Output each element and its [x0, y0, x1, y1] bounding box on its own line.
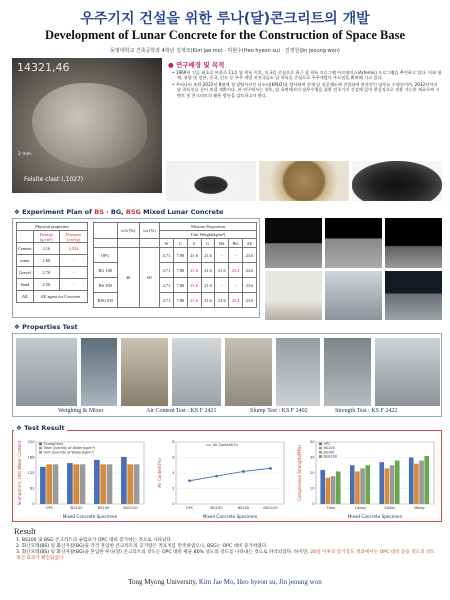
- x-tick-label: OPC: [45, 506, 54, 510]
- y-tick-label: 63: [29, 486, 35, 491]
- x-tick-label: BS100: [237, 506, 250, 510]
- caption-strength: Strength Test : KS F 2422: [335, 408, 398, 414]
- mix-row: BG 100 4.71 7.88 21.6 21.6 21.6 25.4 23.6: [94, 263, 257, 278]
- x-tick-label: BG100: [70, 506, 83, 510]
- legend-swatch: [39, 451, 42, 454]
- air-content-chart: [156, 436, 288, 520]
- bar: [419, 461, 424, 504]
- specimen-caption: Felsite clast (,1027): [24, 176, 84, 183]
- material-row: water 2.60 -: [17, 255, 88, 267]
- x-tick-label: OPC: [185, 506, 194, 510]
- y-tick-label: 250: [27, 440, 35, 445]
- caption-air-content: Air Content Test : KS F 2421: [146, 408, 217, 414]
- y-tick-label: 0: [32, 502, 35, 507]
- x-tick-label: 14day: [354, 506, 366, 510]
- lunar-rock-photo: [12, 58, 162, 193]
- bar: [365, 465, 370, 504]
- result-item: 1. BS100 및 BSG 콘크리트의 슬럼프가 OPC 대비 증가하는 것으로 나타났다.: [16, 538, 173, 543]
- x-tick-label: 56day: [413, 506, 425, 510]
- data-point: [215, 475, 218, 478]
- background-paragraph: • 1969년 인류 최초로 아폴로 11호 달 착륙 이후, 미국을 중심으로 최근 달 착륙 프로그램 아르테미스(Artemis) 프로그램을 추진하고 있다. 이와 함께, 유럽 및 일본, 중국, 인도 등 주주 개발 선진국들도 달 착륙을 중심으로 우주개발의 주도권을 확보해 가고 있다.: [172, 70, 442, 81]
- legend-entry: BSG100: [323, 454, 338, 459]
- y-tick-label: 10: [309, 486, 315, 491]
- bar: [379, 462, 384, 504]
- bar: [46, 464, 52, 504]
- lunar-base-images: [265, 218, 442, 320]
- bar: [94, 460, 100, 504]
- bar: [424, 456, 429, 504]
- mix-row: BS 100 4.71 7.88 21.6 21.6 - - 23.6: [94, 278, 257, 293]
- y-axis-title: Air Content(%): [157, 458, 162, 488]
- test-photo: [276, 338, 319, 406]
- legend-entry: Total Quantity of Water(kg/m³): [43, 446, 96, 451]
- material-row: Sand 2.56 -: [17, 279, 88, 291]
- compressive-strength-chart: [296, 436, 438, 520]
- y-tick-label: 2: [172, 486, 175, 491]
- bar: [100, 464, 106, 504]
- physical-properties-table: Physical properties Density (g/cm³) Fineness (cm²/g) Cement 3.16 3,554 water 2.60 - Gravel 2.70 - Sand 2.56 - AE AE agent for Concrete: [16, 222, 88, 303]
- background-heading: ● 연구배경 및 목적: [168, 61, 225, 69]
- legend-swatch: [319, 455, 322, 458]
- material-row: Cement 3.16 3,554: [17, 243, 88, 255]
- x-axis-title: Mixed Concrete Specimen: [202, 514, 258, 519]
- x-tick-label: BG100: [210, 506, 223, 510]
- mixture-proportion-table: w/b (%) s/a (%) Mixture Proportion Unit Weight(kg/m³) W C S G BS BG AE OPC 46 60 4.71 7.88 21.6 21.6 - - 23.6 BG 100 4.71 7.88 21.6 21.6 21.6 25.4 23.6 BS 100 4.71 7.88 21.6 21.6 - - 23.6 BSG100 4.71 7.88 21.6 21.6 21.6 25.4 23.6: [93, 222, 257, 308]
- experiment-heading: ❖ Experiment Plan of BS · BG, BSG Mixed Lunar Concrete: [14, 208, 224, 216]
- properties-heading: ❖ Properties Test: [14, 323, 78, 331]
- bar: [390, 465, 395, 504]
- bar: [80, 464, 86, 504]
- y-axis-title: Slump(mm), Unit Water Content: [17, 440, 22, 506]
- authors-line: 동명대학교 건축공학과 4학년 김재모(Kim jae mo) · 허현수(Heo hyeon su) · 진정원(Jin jeoung won): [110, 48, 340, 54]
- result-item: 2. 화산모래(BS) 및 화산자갈(BG)을 각각 혼입한 콘크리트의 공기량은 적표치를 만족하였으나, BSG는 OPC 대비 증가하였다.: [16, 544, 268, 549]
- x-tick-label: 7day: [326, 506, 336, 510]
- bar: [121, 457, 127, 504]
- regolith-photo-1: [166, 161, 256, 201]
- y-tick-label: 6: [172, 455, 175, 460]
- data-point: [242, 470, 245, 473]
- bar: [350, 465, 355, 504]
- x-tick-label: BSG100: [123, 506, 138, 510]
- x-tick-label: 28day: [384, 506, 396, 510]
- footer: Tong Myong University, Kim Jae Mo, Heo hyeon su, Jin jeoung won: [128, 578, 322, 586]
- legend-swatch: [319, 443, 322, 446]
- bar: [385, 468, 390, 504]
- test-photo: [172, 338, 221, 406]
- bar: [395, 461, 400, 504]
- y-tick-label: 188: [27, 455, 35, 460]
- data-point: [269, 467, 272, 470]
- moon-image-3: [385, 218, 442, 268]
- bar: [320, 470, 325, 504]
- y-axis-title: Compressive Strength(MPa): [297, 445, 302, 501]
- moon-image-6: [385, 271, 442, 321]
- test-photo: [121, 338, 168, 406]
- bar: [127, 464, 133, 504]
- mix-row: OPC 46 60 4.71 7.88 21.6 21.6 - - 23.6: [94, 248, 257, 263]
- x-axis-title: Mixed Concrete Specimen: [62, 514, 118, 519]
- x-tick-label: BS100: [97, 506, 110, 510]
- moon-image-5: [325, 271, 382, 321]
- bar: [336, 471, 341, 504]
- properties-photos: [16, 338, 440, 406]
- moon-image-4: [265, 271, 322, 321]
- bar: [134, 464, 140, 504]
- slump-chart: [16, 436, 148, 520]
- legend-swatch: [39, 443, 42, 446]
- y-tick-label: 8: [172, 440, 175, 445]
- legend-swatch: [319, 447, 322, 450]
- background-paragraph: • 우리나라 또한 2022년 8월에 첫 달탐사선인 다누리(KPLO)를 발사하여 현재 달 상공궤도에 진입하여 본격적인 임무를 수행중이며, 2032년까지 달 착륙선을 실어 보낼 계획이다. 본 연구에서는 향후, 달 표면에서의 임무수행을 위한 전초기지 건설에 있어 현실적으로 적용 가능한 재료로써 시멘트 및 콘크리트의 활용 방안을 검토하고자 한다.: [172, 81, 440, 98]
- legend-entry: BG100: [323, 446, 335, 451]
- caption-weighing: Weighing & Mixer: [58, 408, 104, 414]
- result-heading: Result: [14, 526, 36, 536]
- mix-row: BSG100 4.71 7.88 21.6 21.6 21.6 25.4 23.6: [94, 293, 257, 308]
- x-tick-label: BSG100: [263, 506, 278, 510]
- page-title-english: Development of Lunar Concrete for the Construction of Space Base: [44, 28, 406, 42]
- bar: [331, 476, 336, 504]
- material-row: AE AE agent for Concrete: [17, 291, 88, 303]
- moon-image-2: [325, 218, 382, 268]
- bar: [40, 467, 46, 504]
- y-tick-label: 30: [309, 455, 315, 460]
- result-item: 3. 화산모래(BS) 및 화산자갈(BG)을 혼입한 루나(달) 콘크리트의 강도는 OPC 대비 평균 80% 강도의 강도를 나타내는 것으로 파악되었다. 하지만, 28일 이후의 장기강도 결과에서는 OPC 대비 동등 정도의 강도개선 효과가 확인되었다.: [16, 550, 435, 561]
- bar: [409, 458, 414, 505]
- specimen-number: 14321,46: [17, 61, 70, 74]
- test-photo: [324, 338, 371, 406]
- bar: [53, 464, 59, 504]
- mix-table-frame: [12, 218, 260, 318]
- caption-slump: Slump Test : KS F 2402: [250, 408, 308, 414]
- test-photo: [81, 338, 116, 406]
- y-tick-label: 20: [309, 471, 315, 476]
- background-text: [172, 70, 442, 99]
- bar: [360, 468, 365, 504]
- bar: [326, 478, 331, 504]
- test-result-heading: ❖ Test Result: [16, 424, 65, 432]
- moon-image-1: [265, 218, 322, 268]
- test-photo: [225, 338, 272, 406]
- legend-swatch: [39, 447, 42, 450]
- bar: [355, 471, 360, 504]
- y-tick-label: 0: [312, 502, 315, 507]
- x-axis-title: Mixed Concrete Specimen: [347, 514, 403, 519]
- result-list: [16, 538, 436, 562]
- regolith-photo-2: [259, 161, 349, 201]
- bar: [73, 464, 79, 504]
- legend-entry: Air Content(%): [213, 443, 239, 447]
- legend-entry: Unit Quantity of Water(kg/m³): [43, 450, 95, 455]
- y-tick-label: 125: [27, 471, 35, 476]
- y-tick-label: 4: [172, 471, 175, 476]
- legend-entry: BS100: [323, 450, 335, 455]
- bar: [414, 464, 419, 504]
- regolith-photo-3: [352, 161, 442, 201]
- legend-swatch: [319, 451, 322, 454]
- material-row: Gravel 2.70 -: [17, 267, 88, 279]
- bar: [67, 463, 73, 504]
- legend-entry: Slump(mm): [43, 442, 64, 446]
- bar: [107, 464, 113, 504]
- test-photo: [16, 338, 77, 406]
- regolith-photos: [166, 161, 442, 201]
- y-tick-label: 0: [172, 502, 175, 507]
- legend-entry: OPC: [323, 442, 331, 446]
- test-photo: [375, 338, 440, 406]
- data-point: [188, 479, 191, 482]
- rock-sample-shape: [32, 83, 147, 168]
- page-title-korean: 우주기지 건설을 위한 루나(달)콘크리트의 개발: [80, 11, 370, 27]
- y-tick-label: 40: [309, 440, 315, 445]
- scale-bar-label: 2 mm: [18, 152, 32, 157]
